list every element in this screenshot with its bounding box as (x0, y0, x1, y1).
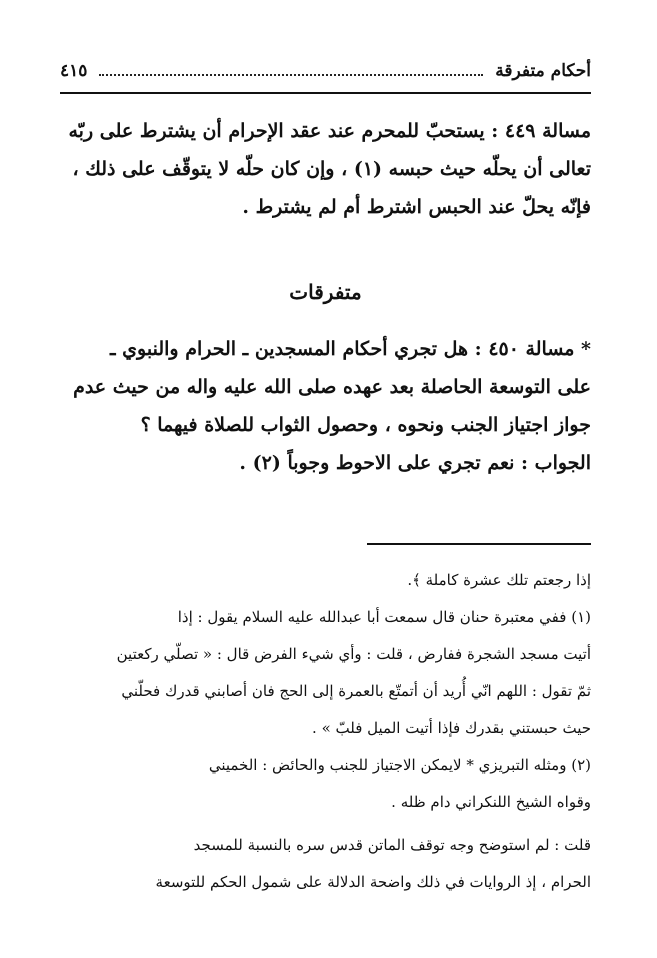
footnote-line: حيث حبستني بقدرك فإذا أتيت الميل فلبّ » . (312, 719, 591, 737)
footnote-line: إذا رجعتم تلك عشرة كاملة ﴾. (407, 571, 591, 589)
issue-450-answer: الجواب : نعم تجري على الاحوط وجوباً (٢) . (239, 452, 591, 474)
footnote-line: أتيت مسجد الشجرة ففارض ، قلت : وأي شيء الفرض قال : « تصلّي ركعتين (116, 645, 591, 663)
issue-449-line: فإنّه يحلّ عند الحبس اشترط أم لم يشترط . (242, 196, 591, 218)
footnotes (60, 562, 591, 901)
footnote-line: (٢) ومثله التبريزي * لايمكن الاجتياز للجنب والحائض : الخميني (208, 756, 591, 774)
footnote-note-line: قلت : لم استوضح وجه توقف الماتن قدس سره بالنسبة للمسجد (193, 836, 591, 854)
header-title: أحكام متفرقة (495, 61, 591, 81)
section-heading: متفرقات (289, 280, 362, 304)
issue-450-line: جواز اجتياز الجنب ونحوه ، وحصول الثواب للصلاة فيهما ؟ (140, 414, 591, 436)
issue-450-line: على التوسعة الحاصلة بعد عهده صلى الله عليه واله من حيث عدم (73, 376, 591, 398)
page-number: ٤١٥ (60, 61, 88, 81)
issue-449-line: تعالى أن يحلّه حيث حبسه (١) ، وإن كان حلّه لا يتوقّف على ذلك ، (72, 158, 591, 180)
footnote-separator (367, 543, 591, 545)
running-header (60, 54, 591, 88)
footnote-line: (١) ففي معتبرة حنان قال سمعت أبا عبدالله عليه السلام يقول : إذا (177, 608, 591, 626)
issue-450-line: * مسالة ٤٥٠ : هل تجري أحكام المسجدين ـ الحرام والنبوي ـ (110, 338, 591, 360)
issue-449-paragraph (60, 112, 591, 226)
header-dot-leader (99, 66, 483, 76)
issue-450-paragraph (60, 330, 591, 482)
footnote-line: ثمّ تقول : اللهم انّي أُريد أن أتمتّع بالعمرة إلى الحج فان أصابني قدرك فحلّني (121, 682, 591, 700)
issue-449-line: مسالة ٤٤٩ : يستحبّ للمحرم عند عقد الإحرام أن يشترط على ربّه (68, 120, 591, 142)
header-rule (60, 92, 591, 94)
footnote-line: وقواه الشيخ اللنكراني دام ظله . (391, 793, 591, 811)
footnote-note-line: الحرام ، إذ الروايات في ذلك واضحة الدلالة على شمول الحكم للتوسعة (155, 873, 591, 891)
